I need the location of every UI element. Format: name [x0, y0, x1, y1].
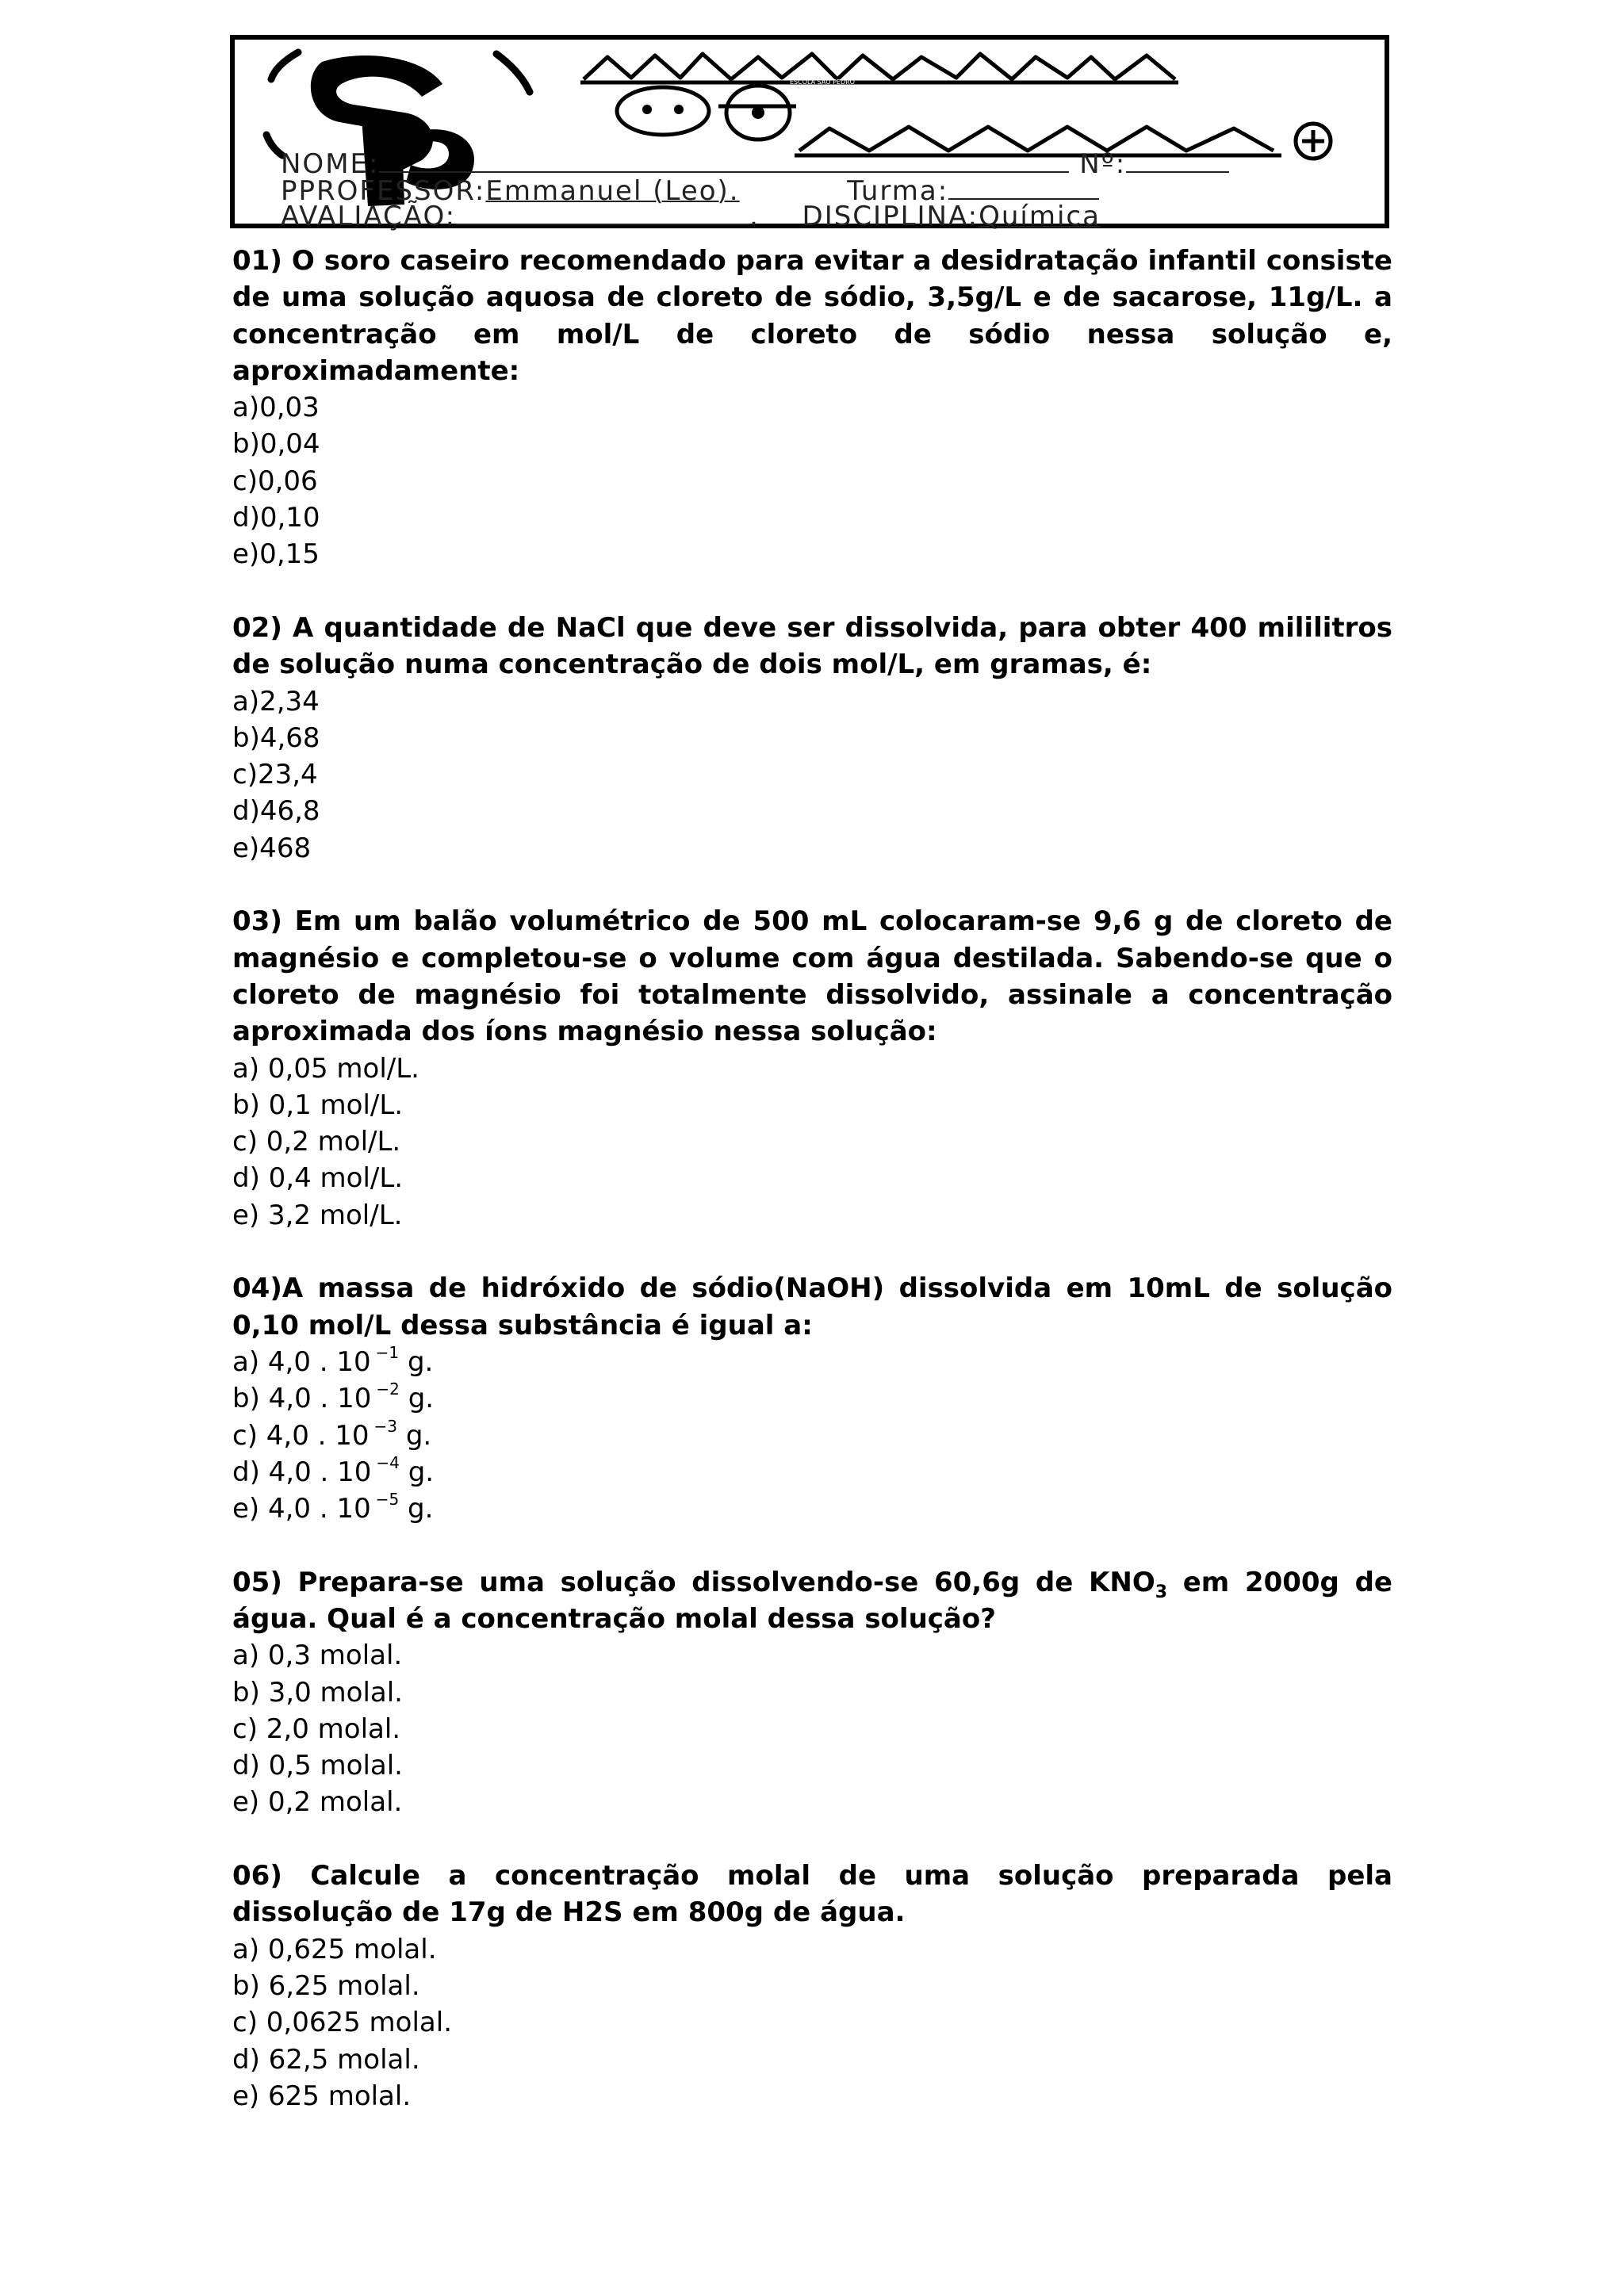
turma-field[interactable] [948, 176, 1099, 200]
question-prompt: 02) A quantidade de NaCl que deve ser dissolvida, para obter 400 mililitros de solução numa concentração de dois mol/L, em gramas, é: [232, 611, 1392, 681]
answer-option: c) 0,2 mol/L. [232, 1126, 401, 1158]
question-prompt: 06) Calcule a concentração molal de uma solução preparada pela dissolução de 17g de H2S em 800g de água. [232, 1860, 1392, 1929]
option-exponent: −2 [376, 1380, 400, 1399]
prompt-after: em 2000g de água. Qual é a concentração molal dessa solução? [232, 1566, 1392, 1635]
question-05 [232, 1564, 1392, 1821]
question-01 [232, 243, 1392, 573]
answer-option: c) 0,0625 molal. [232, 2007, 452, 2039]
answer-option [232, 1490, 1392, 1527]
answer-options [232, 1050, 1392, 1234]
answer-option: d) 62,5 molal. [232, 2043, 420, 2076]
option-unit: g. [408, 1383, 435, 1415]
numero-label: Nº: [1079, 148, 1127, 180]
question-04 [232, 1270, 1392, 1527]
answer-option: d) 0,4 mol/L. [232, 1162, 404, 1195]
nome-label: NOME: [281, 148, 380, 180]
answer-option: d) 0,5 molal. [232, 1750, 403, 1782]
question-prompt: 04)A massa de hidróxido de sódio(NaOH) dissolvida em 10mL de solução 0,10 mol/L dessa substância é igual a: [232, 1272, 1392, 1341]
avaliacao-label: AVALIAÇÃO: [281, 201, 457, 232]
answer-option: a)0,03 [232, 392, 320, 424]
question-prompt: 03) Em um balão volumétrico de 500 mL colocaram-se 9,6 g de cloreto de magnésio e completou-se o volume com água destilada. Sabendo-se que o cloreto de magnésio foi totalmente dissolvido, assinale a concentração aproximada dos íons magnésio nessa solução: [232, 905, 1392, 1048]
answer-option: c)23,4 [232, 759, 318, 791]
answer-option: d)46,8 [232, 795, 320, 828]
answer-option [232, 1454, 1392, 1490]
disciplina-label: DISCIPLINA: [802, 201, 979, 232]
numero-field[interactable] [1126, 149, 1229, 173]
answer-options [232, 389, 1392, 572]
answer-option [232, 1344, 1392, 1380]
answer-option: e)0,15 [232, 538, 320, 571]
school-name-text: ESCOLA SÃO PEDRO [790, 78, 855, 86]
avaliacao-period: . [749, 201, 760, 232]
answer-option [232, 1380, 1392, 1417]
option-base: e) 4,0 . 10 [232, 1493, 371, 1525]
option-base: a) 4,0 . 10 [232, 1345, 371, 1378]
question-prompt [232, 1564, 1392, 1638]
answer-option: a) 0,3 molal. [232, 1640, 403, 1672]
nome-row [281, 149, 1229, 178]
question-06 [232, 1858, 1392, 2114]
option-base: d) 4,0 . 10 [232, 1456, 372, 1488]
option-exponent: −1 [375, 1342, 400, 1362]
answer-option: e)468 [232, 832, 312, 864]
answer-option: b) 3,0 molal. [232, 1676, 403, 1709]
answer-option: e) 625 molal. [232, 2080, 412, 2112]
option-exponent: −5 [375, 1490, 400, 1510]
question-02 [232, 610, 1392, 867]
exam-header [230, 35, 1389, 232]
answer-option [232, 1418, 1392, 1454]
answer-option: d)0,10 [232, 502, 320, 534]
avaliacao-row [281, 201, 1101, 231]
turma-label: Turma: [847, 175, 949, 207]
prompt-before: 05) Prepara-se uma solução dissolvendo-se 60,6g de KNO [232, 1566, 1155, 1598]
option-unit: g. [408, 1456, 435, 1488]
prompt-subscript: 3 [1155, 1582, 1168, 1602]
answer-option: c) 2,0 molal. [232, 1712, 401, 1745]
professor-label: PPROFESSOR: [281, 175, 486, 207]
answer-option: b) 0,1 mol/L. [232, 1089, 404, 1121]
disciplina-value: Química [979, 201, 1101, 232]
option-exponent: −4 [376, 1452, 400, 1472]
answer-option: b)0,04 [232, 428, 320, 461]
answer-options [232, 683, 1392, 867]
option-unit: g. [408, 1493, 434, 1525]
answer-option: e) 0,2 molal. [232, 1786, 403, 1819]
answer-options [232, 1931, 1392, 2114]
option-unit: g. [407, 1345, 434, 1378]
answer-option: a) 0,05 mol/L. [232, 1052, 419, 1085]
nome-field[interactable] [379, 149, 1069, 173]
option-unit: g. [405, 1419, 432, 1452]
answer-option: a) 0,625 molal. [232, 1933, 437, 1965]
professor-value: Emmanuel (Leo). [485, 175, 740, 207]
question-list [232, 243, 1392, 2151]
answer-option: c)0,06 [232, 465, 318, 497]
option-exponent: −3 [373, 1416, 398, 1436]
option-base: b) 4,0 . 10 [232, 1383, 372, 1415]
answer-option: b) 6,25 molal. [232, 1969, 420, 2002]
answer-option: b)4,68 [232, 721, 320, 754]
option-base: c) 4,0 . 10 [232, 1419, 370, 1452]
answer-options [232, 1344, 1392, 1527]
avaliacao-field[interactable] [456, 201, 749, 225]
question-03 [232, 903, 1392, 1234]
answer-option: e) 3,2 mol/L. [232, 1199, 403, 1231]
answer-option: a)2,34 [232, 685, 320, 718]
answer-options [232, 1637, 1392, 1820]
question-prompt: 01) O soro caseiro recomendado para evitar a desidratação infantil consiste de uma solução aquosa de cloreto de sódio, 3,5g/L e de sacarose, 11g/L. a concentração em mol/L de cloreto de sódio nessa solução e, aproximadamente: [232, 245, 1392, 387]
